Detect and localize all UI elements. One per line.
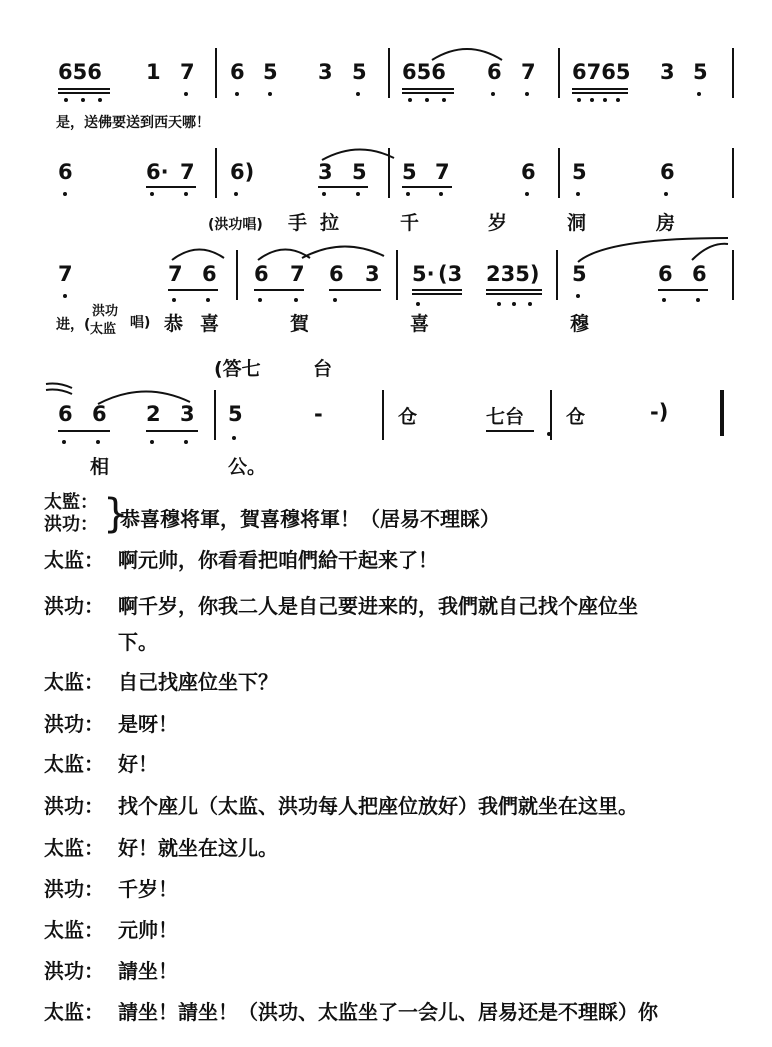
speaker-label: 太监： — [44, 1000, 104, 1024]
beam — [486, 293, 542, 295]
note: 3 — [180, 402, 195, 426]
dialogue-text: 恭喜穆将軍，賀喜穆将軍！（居易不理睬） — [120, 507, 500, 531]
percussion-syllable: 仓 — [398, 406, 418, 428]
speaker-label: 洪功： — [44, 794, 104, 818]
low-octave-dot — [356, 192, 360, 196]
low-octave-dot — [497, 302, 501, 306]
dialogue-line — [44, 832, 278, 861]
barline — [215, 148, 217, 198]
beam — [402, 186, 452, 188]
low-octave-dot — [525, 92, 529, 96]
note: 7 — [290, 262, 305, 286]
low-octave-dot — [697, 92, 701, 96]
low-octave-dot — [63, 192, 67, 196]
lyric: 喜 — [200, 313, 220, 335]
brace: } — [103, 491, 129, 537]
beam — [402, 88, 454, 90]
note: 6 — [254, 262, 269, 286]
note: 3 — [660, 60, 675, 84]
percussion-syllable: (答七 — [214, 358, 261, 380]
low-octave-dot — [406, 192, 410, 196]
speaker-label: 太监： — [44, 548, 104, 572]
lyric: 穆 — [570, 313, 590, 335]
lyric: 相 — [90, 456, 110, 478]
note: 7 — [168, 262, 183, 286]
low-octave-dot — [184, 440, 188, 444]
low-octave-dot — [150, 192, 154, 196]
dialogue-line — [44, 544, 438, 573]
speaker-label: 洪功： — [44, 514, 98, 535]
singer-cue: 太监 — [90, 322, 117, 337]
low-octave-dot — [442, 98, 446, 102]
low-octave-dot — [81, 98, 85, 102]
lyric: 是，送佛要送到西天哪！ — [56, 115, 210, 131]
speaker-label: 太监： — [44, 836, 104, 860]
dialogue-line — [44, 492, 98, 536]
barline — [732, 48, 734, 98]
low-octave-dot — [258, 298, 262, 302]
dialogue-line — [44, 790, 638, 819]
low-octave-dot — [322, 192, 326, 196]
low-octave-dot — [294, 298, 298, 302]
beam — [168, 289, 218, 291]
beam — [58, 430, 110, 432]
beam — [254, 289, 304, 291]
speaker-label: 洪功： — [44, 959, 104, 983]
low-octave-dot — [96, 440, 100, 444]
dialogue-text: 自己找座位坐下？ — [118, 670, 278, 694]
note: 5 — [572, 160, 587, 184]
barline — [556, 250, 558, 300]
note: 6 — [658, 262, 673, 286]
barline — [732, 250, 734, 300]
barline — [388, 48, 390, 98]
speaker-label: 太监： — [44, 752, 104, 776]
lyric: 喜 — [410, 313, 430, 335]
percussion-syllable: 台 — [313, 358, 333, 380]
barline — [236, 250, 238, 300]
slur — [96, 386, 192, 406]
note: 6 — [58, 160, 73, 184]
lyric: 洞 — [567, 212, 587, 234]
note: 5 — [352, 160, 367, 184]
note: 7 — [521, 60, 536, 84]
singer-cue: 洪功 — [92, 304, 119, 319]
note: 5 — [263, 60, 278, 84]
speaker-label: 洪功： — [44, 712, 104, 736]
low-octave-dot — [150, 440, 154, 444]
note: 7 — [58, 262, 73, 286]
low-octave-dot — [576, 294, 580, 298]
final-barline — [720, 390, 724, 436]
dialogue-text: 元帅！ — [118, 918, 178, 942]
low-octave-dot — [662, 298, 666, 302]
note: 1 — [146, 60, 161, 84]
slur — [170, 244, 226, 262]
note: 6 — [692, 262, 707, 286]
barline — [558, 148, 560, 198]
dialogue-text: 找个座儿（太监、洪功每人把座位放好）我們就坐在这里。 — [118, 794, 638, 818]
slur — [320, 144, 396, 162]
low-octave-dot — [528, 302, 532, 306]
note: 6765 — [572, 60, 631, 84]
beam — [146, 186, 196, 188]
low-octave-dot — [232, 436, 236, 440]
dialogue-text: 啊千岁，你我二人是自己要进来的，我們就自己找个座位坐 — [118, 594, 638, 618]
beam — [412, 289, 462, 291]
note: 235) — [486, 262, 540, 286]
barline — [214, 390, 216, 440]
dialogue-line — [44, 914, 178, 943]
speaker-label: 洪功： — [44, 877, 104, 901]
beam — [572, 92, 628, 94]
low-octave-dot — [408, 98, 412, 102]
low-octave-dot — [616, 98, 620, 102]
beam — [58, 92, 110, 94]
slur — [690, 242, 730, 262]
low-octave-dot — [576, 192, 580, 196]
low-octave-dot — [696, 298, 700, 302]
beam — [402, 92, 454, 94]
low-octave-dot — [333, 298, 337, 302]
lyric: 千 — [400, 212, 420, 234]
low-octave-dot — [512, 302, 516, 306]
note: 6 — [92, 402, 107, 426]
note: 656 — [402, 60, 446, 84]
dialogue-line — [44, 590, 638, 619]
note: 6 — [660, 160, 675, 184]
low-octave-dot — [172, 298, 176, 302]
lyric: 公。 — [228, 456, 267, 478]
beam — [486, 430, 534, 432]
low-octave-dot — [439, 192, 443, 196]
beam — [412, 293, 462, 295]
beam — [329, 289, 381, 291]
lyric: 拉 — [320, 212, 340, 234]
beam — [572, 88, 628, 90]
slur — [430, 42, 504, 62]
lyric: 手 — [288, 212, 308, 234]
low-octave-dot — [268, 92, 272, 96]
note: 6 — [329, 262, 344, 286]
low-octave-dot — [664, 192, 668, 196]
dialogue-text: 啊元帅，你看看把咱們給干起来了！ — [118, 548, 438, 572]
low-octave-dot — [590, 98, 594, 102]
note: 5 — [402, 160, 417, 184]
note: 6 — [202, 262, 217, 286]
dialogue-text: 好！就坐在这儿。 — [118, 836, 278, 860]
barline — [396, 250, 398, 300]
note: 2 — [146, 402, 161, 426]
lyric: 房 — [656, 212, 676, 234]
note: 5 — [352, 60, 367, 84]
speaker-label: 太監： — [44, 492, 98, 513]
note: 6 — [230, 60, 245, 84]
low-octave-dot — [98, 98, 102, 102]
low-octave-dot — [235, 92, 239, 96]
low-octave-dot — [491, 92, 495, 96]
dialogue-text: 下。 — [118, 630, 158, 654]
barline — [732, 148, 734, 198]
dialogue-line-continued — [118, 626, 158, 655]
barline — [558, 48, 560, 98]
lyric: 进，( — [56, 317, 91, 333]
low-octave-dot — [577, 98, 581, 102]
lyric: 恭 — [164, 313, 184, 335]
note: 6 — [58, 402, 73, 426]
low-octave-dot — [64, 98, 68, 102]
percussion-syllable: 仓 — [566, 406, 586, 428]
speaker-label: 太监： — [44, 670, 104, 694]
dialogue-line — [44, 666, 278, 695]
dialogue-text: 請坐！請坐！（洪功、太监坐了一会儿、居易还是不理睬）你 — [118, 1000, 658, 1024]
low-octave-dot — [525, 192, 529, 196]
note: (3 — [438, 262, 463, 286]
note: 656 — [58, 60, 102, 84]
beam — [658, 289, 708, 291]
note: 5 — [572, 262, 587, 286]
dialogue-line — [44, 996, 658, 1025]
note: 3 — [318, 160, 333, 184]
note: 7 — [180, 60, 195, 84]
beam — [318, 186, 368, 188]
note: 5· — [412, 262, 435, 286]
low-octave-dot — [184, 92, 188, 96]
dialogue-line — [44, 955, 178, 984]
slur — [300, 240, 386, 260]
note: 6 — [521, 160, 536, 184]
speaker-label: 太监： — [44, 918, 104, 942]
dash: - — [314, 402, 323, 426]
barline — [215, 48, 217, 98]
low-octave-dot — [425, 98, 429, 102]
note: 5 — [693, 60, 708, 84]
low-octave-dot — [603, 98, 607, 102]
note: 7 — [180, 160, 195, 184]
dialogue-text: 好！ — [118, 752, 158, 776]
low-octave-dot — [184, 192, 188, 196]
singer-cue: 唱) — [130, 315, 151, 331]
note: 6· — [146, 160, 169, 184]
dash: -) — [650, 400, 669, 424]
note: 7 — [435, 160, 450, 184]
singer-cue: (洪功唱) — [208, 217, 263, 233]
note: 6 — [487, 60, 502, 84]
dialogue-text: 請坐！ — [118, 959, 178, 983]
lyric: 賀 — [290, 313, 310, 335]
note: 6) — [230, 160, 255, 184]
note: 3 — [318, 60, 333, 84]
tie-continuation — [44, 380, 74, 396]
dialogue-text: 是呀！ — [118, 712, 178, 736]
dialogue-line — [44, 748, 158, 777]
lyric: 岁 — [488, 212, 508, 234]
low-octave-dot — [206, 298, 210, 302]
beam — [146, 430, 198, 432]
low-octave-dot — [234, 192, 238, 196]
dialogue-text: 千岁！ — [118, 877, 178, 901]
note: 3 — [365, 262, 380, 286]
low-octave-dot — [416, 302, 420, 306]
barline — [382, 390, 384, 440]
low-octave-dot — [547, 432, 551, 436]
beam — [486, 289, 542, 291]
note: 5 — [228, 402, 243, 426]
speaker-label: 洪功： — [44, 594, 104, 618]
low-octave-dot — [62, 440, 66, 444]
dialogue-line — [44, 708, 178, 737]
low-octave-dot — [63, 294, 67, 298]
beam — [58, 88, 110, 90]
dialogue-line — [44, 873, 178, 902]
low-octave-dot — [356, 92, 360, 96]
percussion-syllable: 七台 — [486, 406, 525, 428]
